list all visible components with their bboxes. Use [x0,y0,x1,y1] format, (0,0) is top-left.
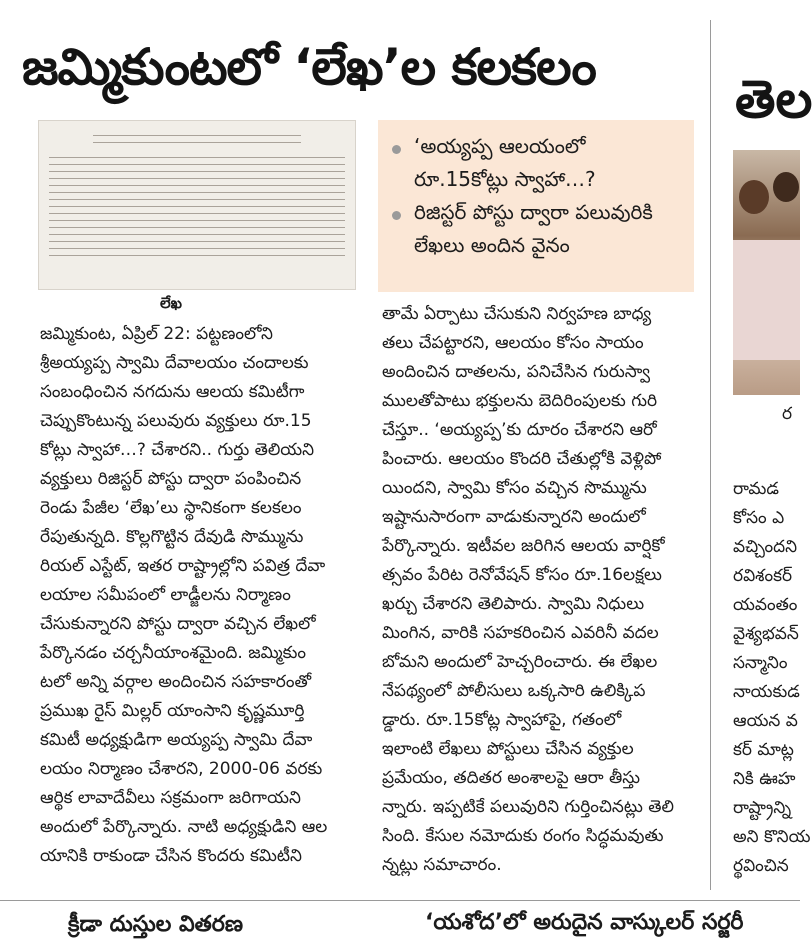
text-line: ఇలాంటి లేఖలు పోస్టులు చేసిన వ్యక్తుల [382,739,634,759]
adjacent-article-column [733,475,811,881]
text-line: ఆయన వ [733,711,798,731]
highlight-item: ‘అయ్యప్ప ఆలయంలో రూ.15కోట్లు స్వాహా…? [392,130,684,196]
text-line: రెండు పేజీల ‘లేఖ’లు స్థానికంగా కలకలం [40,498,302,518]
adjacent-photo-caption: ర [782,404,793,424]
bottom-right-headline: ‘యశోద’లో అరుదైన వాస్కులర్ సర్జరీ [425,910,744,935]
text-line: అని కొనియ [733,827,811,847]
letter-photo [38,120,356,290]
text-line: పించారు. ఆలయం కొందరి చేతుల్లోకి వెళ్లిపో [382,449,662,469]
text-line: ర్థవించిన [733,856,789,876]
text-line: వ్యక్తులు రిజిస్టర్ పోస్టు ద్వారా పంపించిన [40,469,302,489]
text-line: శ్రీఅయ్యప్ప స్వామి దేవాలయం చందాలకు [40,353,309,373]
text-line: రేపుతున్నది. కొల్లగొట్టిన దేవుడి సొమ్మును [40,527,304,547]
text-line: కోట్లు స్వాహా…? చేశారని.. గుర్తు తెలియని [40,440,315,460]
adjacent-headline: తెల [735,70,812,130]
text-line: చెప్పుకొంటున్న పలువురు వ్యక్తులు రూ.15 [40,411,312,431]
text-line: పేర్కొనడం చర్చనీయాంశమైంది. జమ్మికుం [40,643,307,663]
text-line: కమిటీ అధ్యక్షుడిగా అయ్యప్ప స్వామి దేవా [40,730,313,750]
text-line: లయాల సమీపంలో లాడ్జీలను నిర్మాణం [40,585,291,605]
text-line: బోమని అందులో హెచ్చరించారు. ఈ లేఖల [382,652,658,672]
text-line: యిందని, స్వామి కోసం వచ్చిన సొమ్మును [382,478,647,498]
bottom-left-headline: క్రీడా దుస్తుల వితరణ [68,912,244,937]
text-line: ములతోపాటు భక్తులను బెదిరింపులకు గురి [382,391,658,411]
text-line: ఆర్థిక లావాదేవీలు సక్రమంగా జరిగాయని [40,788,301,808]
text-line: రాష్ట్రాన్ని [733,798,792,818]
text-line: చేస్తూ.. ‘అయ్యప్ప’కు దూరం చేశారని ఆరో [382,420,657,440]
text-line: యానికి రాకుండా చేసిన కొందరు కమిటీని [40,846,302,866]
text-line: ప్రముఖ రైస్ మిల్లర్ యాంసాని కృష్ణమూర్తి [40,701,305,721]
text-line: తలు చేపట్టారని, ఆలయం కోసం సాయం [382,333,644,353]
text-line: నేపథ్యంలో పోలీసులు ఒక్కసారి ఉలిక్కిప [382,681,646,701]
text-line: యవంతం [733,595,798,615]
text-line: సన్మానిం [733,653,788,673]
text-line: ఖర్చు చేశారని తెలిపారు. స్వామి నిధులు [382,594,645,614]
text-line: డ్డారు. రూ.15కోట్ల స్వాహాపై, గతంలో [382,710,622,730]
text-line: ఇష్టానుసారంగా వాడుకున్నారని అందులో [382,507,646,527]
bullet-icon [392,211,401,220]
text-line: అందించిన దాతలను, పనిచేసిన గురుస్వా [382,362,651,382]
text-line: టలో అన్ని వర్గాల అందించిన సహకారంతో [40,672,312,692]
text-line: నికి ఊహ [733,769,796,789]
text-line: రియల్ ఎస్టేట్, ఇతర రాష్ట్రాల్లోని పవిత్ర దేవా [40,556,326,576]
article-column-2 [382,300,700,880]
text-line: కర్ మాట్ల [733,740,794,760]
photo-caption: లేఖ [160,294,182,312]
adjacent-photo [733,150,800,395]
section-divider [0,900,800,901]
text-line: చేసుకున్నారని పోస్టు ద్వారా వచ్చిన లేఖలో [40,614,316,634]
column-divider [710,20,711,890]
article-column-1 [40,320,360,871]
text-line: సంబంధించిన నగదును ఆలయ కమిటీగా [40,382,305,402]
text-line: వచ్చిందని [733,537,798,557]
text-line: వైశ్యభవన్ [733,624,799,644]
bullet-icon [392,145,401,154]
text-line: త్సవం పేరిట రెనోవేషన్ కోసం రూ.16లక్షలు [382,565,662,585]
highlight-item: రిజిస్టర్ పోస్టు ద్వారా పలువురికి లేఖలు అందిన వైనం [392,196,684,262]
text-line: సింది. కేసుల నమోదుకు రంగం సిద్ధమవుతు [382,826,664,846]
text-line: తామే ఏర్పాటు చేసుకుని నిర్వహణ బాధ్య [382,304,652,324]
text-line: న్నారు. ఇప్పటికే పలువురిని గుర్తించినట్లు తెలి [382,797,674,817]
text-line: నాయకుడ [733,682,800,702]
text-line: పేర్కొన్నారు. ఇటీవల జరిగిన ఆలయ వార్షికో [382,536,665,556]
text-line: న్నట్లు సమాచారం. [382,855,502,875]
highlight-box [378,120,694,292]
headline: జమ్మికుంటలో ‘లేఖ’ల కలకలం [22,38,596,96]
text-line: కోసం ఎ [733,508,785,528]
text-line: రామడ [733,479,779,499]
text-line: లయం నిర్మాణం చేశారని, 2000-06 వరకు [40,759,323,779]
text-line: అందులో పేర్కొన్నారు. నాటి అధ్యక్షుడిని ఆల [40,817,328,837]
text-line: జమ్మికుంట, ఏప్రిల్ 22: పట్టణంలోని [40,324,273,344]
text-line: రవిశంకర్ [733,566,793,586]
text-line: మింగిన, వారికి సహకరించిన ఎవరినీ వదల [382,623,659,643]
text-line: ప్రమేయం, తదితర అంశాలపై ఆరా తీస్తు [382,768,641,788]
